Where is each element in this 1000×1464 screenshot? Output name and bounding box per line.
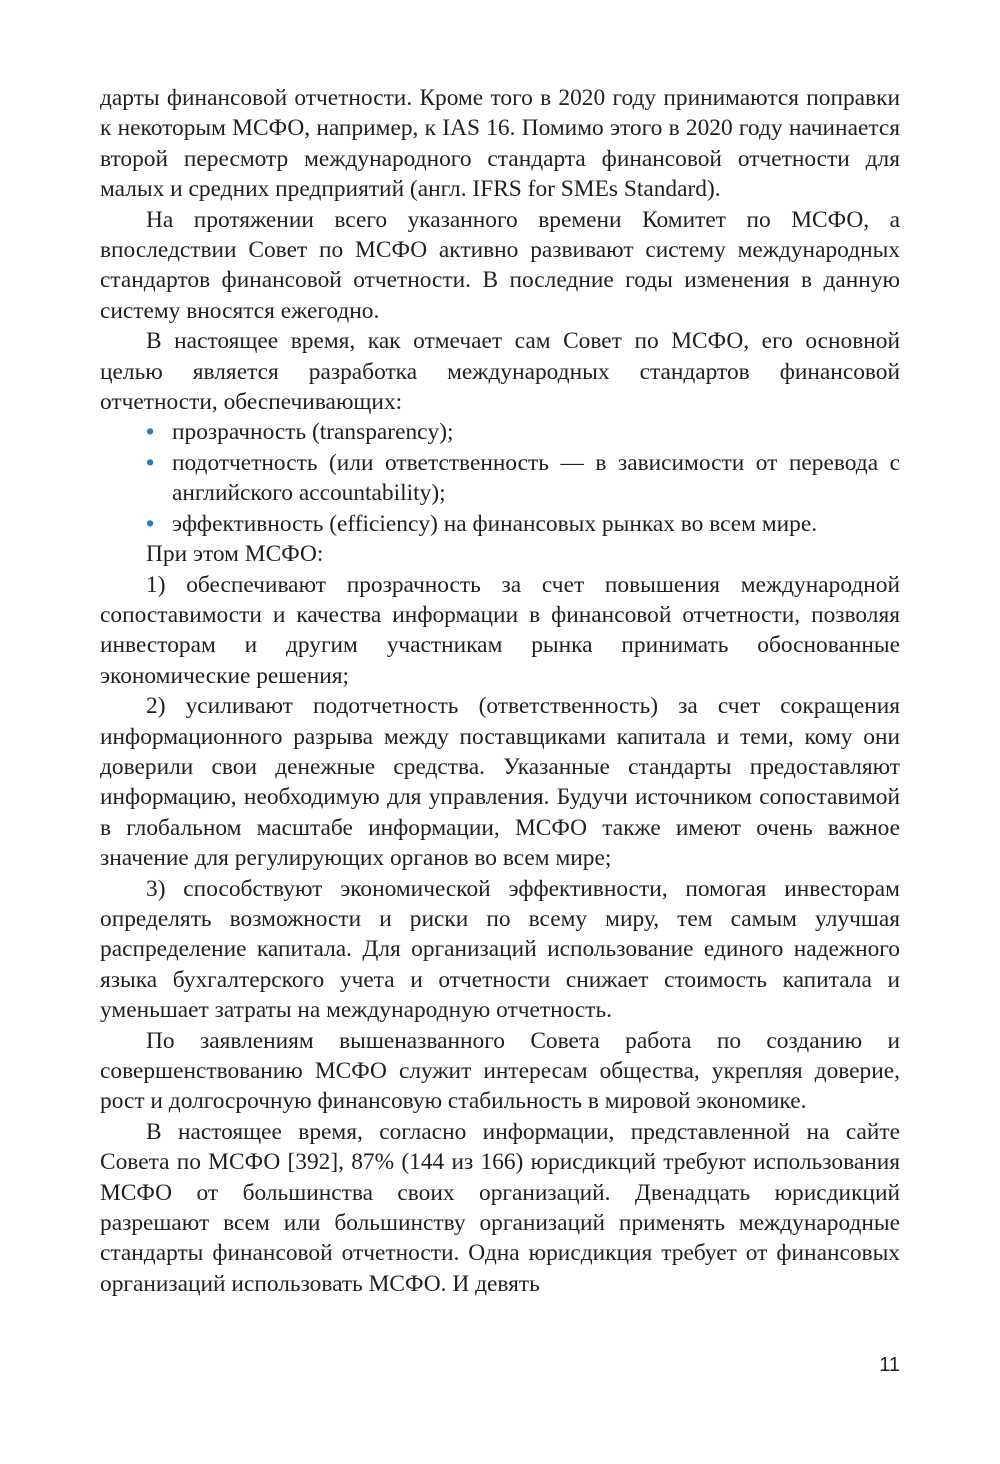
bullet-icon: • [146,419,155,446]
paragraph-transparency: 1) обеспечивают прозрачность за счет повышения международной сопоставимости и качества информации в финансовой отчетности, позволяя инвесторам и другим участникам рынка принимать обоснованные экономические решения; [100,571,900,689]
paragraph-public-interest: По заявлениям вышеназванного Совета работа по созданию и совершенствованию МСФО служит интересам общества, укрепляя доверие, рост и долгосрочную финансовую стабильность в мировой экономике. [100,1027,900,1115]
list-item [146,417,900,447]
page-body [100,83,900,1299]
page-number: 11 [879,1354,900,1376]
bullet-icon: • [146,449,155,476]
list-item [146,448,900,509]
paragraph-accountability: 2) усиливают подотчетность (ответственность) за счет сокращения информационного разрыва между поставщиками капитала и теми, кому они доверили свои денежные средства. Указанные стандарты предоставляют информацию, необходимую для управления. Будучи источником сопоставимой в глобальном масштабе информации, МСФО также имеют очень важное значение для регулирующих органов во всем мире; [100,693,900,872]
list-item-text: эффективность (efficiency) на финансовых рынках во всем мире. [172,510,818,537]
paragraph-committee-development: На протяжении всего указанного времени Комитет по МСФО, а впоследствии Совет по МСФО активно развивают систему международных стандартов финансовой отчетности. В последние годы изменения в данную систему вносятся ежегодно. [100,206,900,324]
goals-bullet-list [100,417,900,539]
list-item [146,509,900,539]
bullet-icon: • [146,510,155,537]
paragraph-ifrs-intro: При этом МСФО: [146,541,324,568]
paragraph-efficiency: 3) способствуют экономической эффективности, помогая инвесторам определять возможности и риски по всему миру, тем самым улучшая распределение капитала. Для организаций использование единого надежного языка бухгалтерского учета и отчетности снижает стоимость капитала и уменьшает затраты на международную отчетность. [100,875,900,1024]
list-item-text: подотчетность (или ответственность — в зависимости от перевода с английского accountability); [172,449,900,507]
paragraph-jurisdictions: В настоящее время, согласно информации, представленной на сайте Совета по МСФО [392], 87% (144 из 166) юрисдикций требуют использования МСФО от большинства своих организаций. Двенадцать юрисдикций разрешают всем или большинству организаций применять международные стандарты финансовой отчетности. Одна юрисдикция требует от финансовых организаций использовать МСФО. И девять [100,1118,900,1297]
paragraph-continuation: дарты финансовой отчетности. Кроме того в 2020 году принимаются поправки к некоторым МСФО, например, к IAS 16. Помимо этого в 2020 году начинается второй пересмотр международного стандарта финансовой отчетности для малых и средних предприятий (англ. IFRS for SMEs Standard). [100,85,900,203]
paragraph-council-goal: В настоящее время, как отмечает сам Совет по МСФО, его основной целью является разработка международных стандартов финансовой отчетности, обеспечивающих: [100,328,900,416]
list-item-text: прозрачность (transparency); [172,419,454,446]
